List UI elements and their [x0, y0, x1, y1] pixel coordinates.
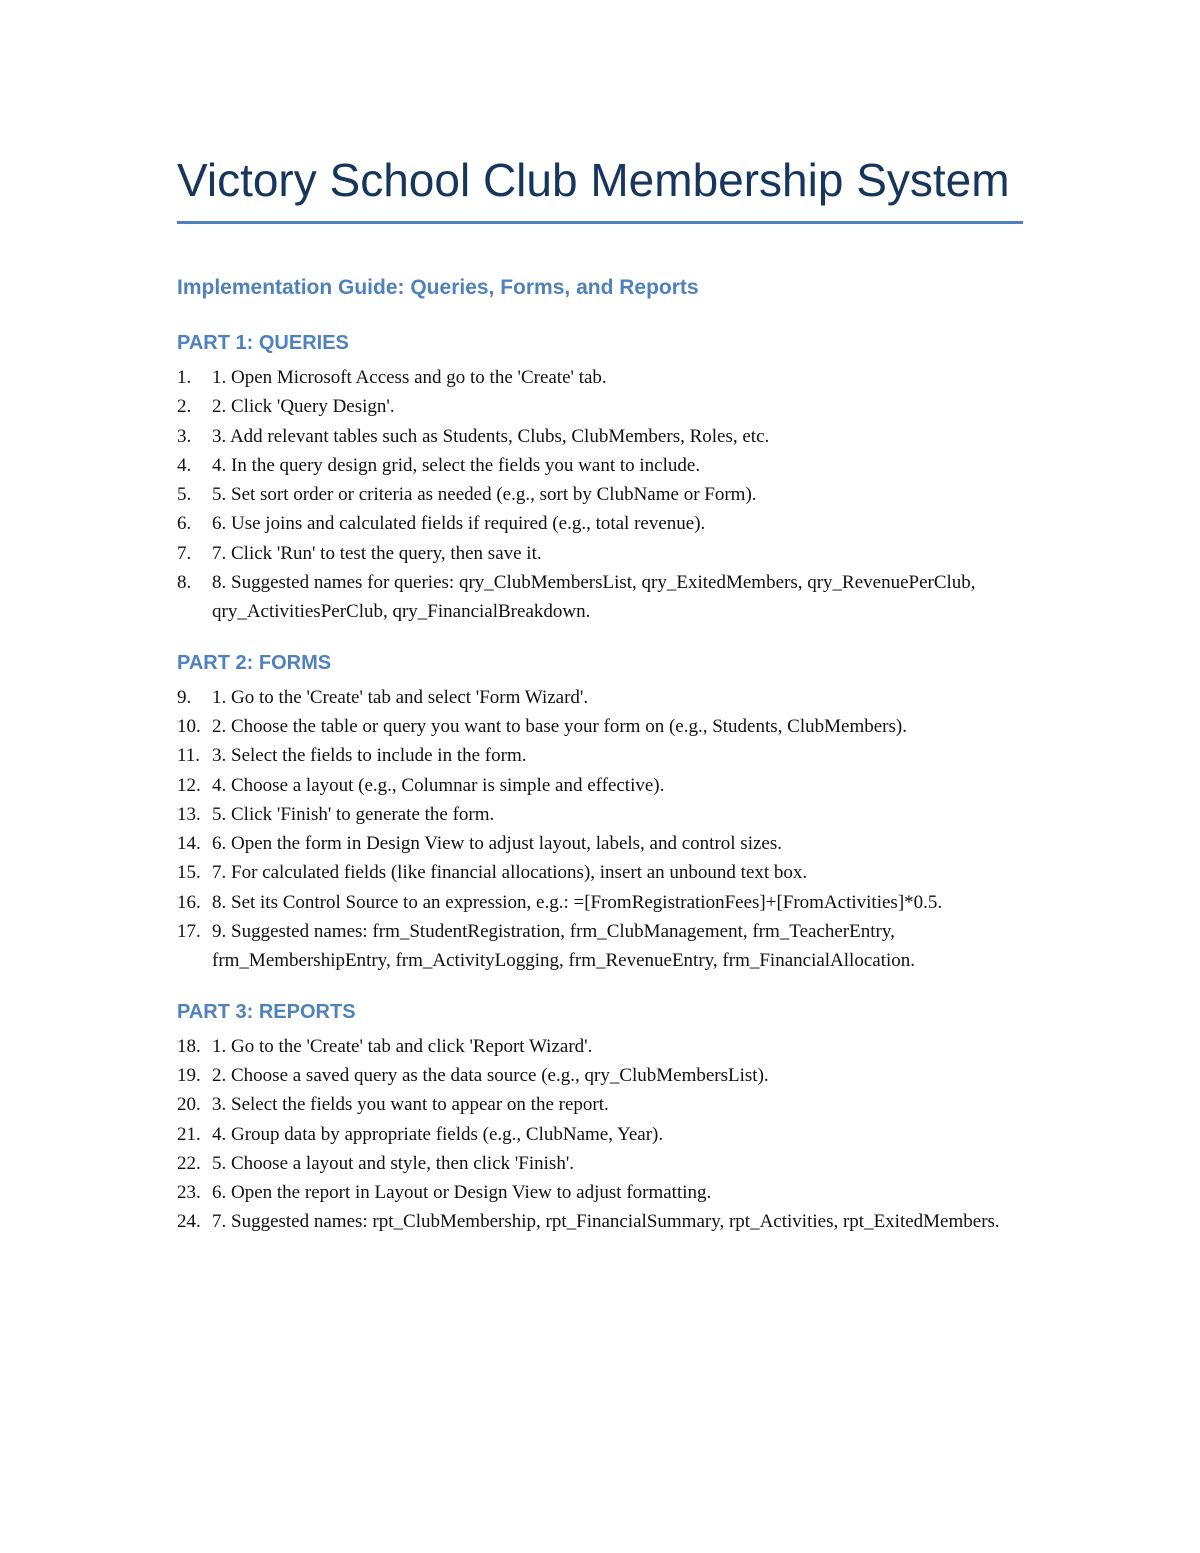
- list-text: 2. Choose the table or query you want to base your form on (e.g., Students, ClubMembers).: [212, 715, 907, 737]
- list-number: 22.: [177, 1152, 201, 1174]
- list-number: 5.: [177, 484, 192, 506]
- list-item: [177, 1090, 1027, 1119]
- list-number: 14.: [177, 833, 201, 855]
- list-item: [177, 422, 1027, 451]
- list-item: [177, 480, 1027, 509]
- list-item: [177, 1149, 1027, 1178]
- list-number: 8.: [177, 572, 192, 594]
- queries-step-list: [177, 363, 1027, 627]
- document-subtitle: Implementation Guide: Queries, Forms, and Reports: [177, 276, 699, 299]
- list-item: [177, 800, 1027, 829]
- document-title: Victory School Club Membership System: [177, 154, 1010, 206]
- document-body: [177, 150, 1027, 1237]
- list-text: 3. Add relevant tables such as Students, Clubs, ClubMembers, Roles, etc.: [212, 425, 770, 447]
- list-number: 19.: [177, 1064, 201, 1086]
- list-number: 18.: [177, 1035, 201, 1057]
- list-text: 4. In the query design grid, select the fields you want to include.: [212, 454, 701, 476]
- list-number: 16.: [177, 891, 201, 913]
- reports-step-list: [177, 1032, 1027, 1237]
- list-item: [177, 741, 1027, 770]
- section-heading-reports: PART 3: REPORTS: [177, 1000, 356, 1023]
- list-item: [177, 683, 1027, 712]
- list-item: [177, 1178, 1027, 1207]
- list-item: [177, 771, 1027, 800]
- list-number: 4.: [177, 454, 192, 476]
- list-text: 5. Choose a layout and style, then click 'Finish'.: [212, 1152, 574, 1174]
- list-text: 1. Go to the 'Create' tab and click 'Report Wizard'.: [212, 1035, 593, 1057]
- list-text: 4. Choose a layout (e.g., Columnar is simple and effective).: [212, 774, 665, 796]
- list-number: 12.: [177, 774, 201, 796]
- list-text: 4. Group data by appropriate fields (e.g., ClubName, Year).: [212, 1123, 664, 1145]
- list-number: 15.: [177, 862, 201, 884]
- list-text: 1. Open Microsoft Access and go to the 'Create' tab.: [212, 367, 607, 388]
- list-item: [177, 1120, 1027, 1149]
- list-item: [177, 451, 1027, 480]
- section-heading-forms: PART 2: FORMS: [177, 651, 332, 674]
- list-text: 9. Suggested names: frm_StudentRegistration, frm_ClubManagement, frm_TeacherEntry, frm_MembershipEntry, frm_ActivityLogging, frm_RevenueEntry, frm_FinancialAllocation.: [212, 921, 916, 972]
- list-number: 13.: [177, 803, 201, 825]
- list-text: 5. Set sort order or criteria as needed (e.g., sort by ClubName or Form).: [212, 484, 757, 506]
- list-item: [177, 509, 1027, 538]
- list-text: 2. Click 'Query Design'.: [212, 396, 395, 418]
- list-number: 2.: [177, 396, 192, 418]
- list-item: [177, 392, 1027, 421]
- list-text: 2. Choose a saved query as the data source (e.g., qry_ClubMembersList).: [212, 1064, 769, 1086]
- list-item: [177, 363, 1027, 392]
- list-text: 5. Click 'Finish' to generate the form.: [212, 803, 495, 825]
- list-number: 6.: [177, 513, 192, 535]
- list-text: 8. Set its Control Source to an expression, e.g.: =[FromRegistrationFees]+[FromActivities]*0.5.: [212, 891, 943, 913]
- list-text: 7. Suggested names: rpt_ClubMembership, rpt_FinancialSummary, rpt_Activities, rpt_ExitedMembers.: [212, 1211, 1000, 1233]
- list-number: 1.: [177, 367, 192, 388]
- list-text: 6. Use joins and calculated fields if required (e.g., total revenue).: [212, 513, 706, 535]
- list-number: 10.: [177, 715, 201, 737]
- list-number: 21.: [177, 1123, 201, 1145]
- list-number: 11.: [177, 745, 201, 767]
- list-item: [177, 917, 1027, 976]
- list-text: 3. Select the fields you want to appear on the report.: [212, 1094, 609, 1116]
- list-item: [177, 539, 1027, 568]
- list-number: 9.: [177, 686, 192, 708]
- list-number: 20.: [177, 1094, 201, 1116]
- list-text: 6. Open the report in Layout or Design View to adjust formatting.: [212, 1182, 712, 1204]
- list-number: 23.: [177, 1182, 201, 1204]
- list-text: 8. Suggested names for queries: qry_ClubMembersList, qry_ExitedMembers, qry_RevenuePerClub, qry_ActivitiesPerClub, qry_FinancialBreakdown.: [212, 572, 976, 623]
- list-text: 3. Select the fields to include in the form.: [212, 745, 527, 767]
- list-item: [177, 1032, 1027, 1061]
- list-item: [177, 829, 1027, 858]
- list-text: 1. Go to the 'Create' tab and select 'Form Wizard'.: [212, 686, 589, 708]
- list-item: [177, 1061, 1027, 1090]
- list-number: 17.: [177, 921, 201, 943]
- list-text: 6. Open the form in Design View to adjust layout, labels, and control sizes.: [212, 833, 782, 855]
- forms-step-list: [177, 683, 1027, 976]
- list-item: [177, 888, 1027, 917]
- list-number: 3.: [177, 425, 192, 447]
- list-number: 7.: [177, 542, 192, 564]
- list-text: 7. For calculated fields (like financial allocations), insert an unbound text box.: [212, 862, 808, 884]
- list-item: [177, 568, 1027, 627]
- list-item: [177, 1207, 1027, 1236]
- title-underline: [177, 221, 1023, 224]
- list-number: 24.: [177, 1211, 201, 1233]
- list-item: [177, 712, 1027, 741]
- list-text: 7. Click 'Run' to test the query, then save it.: [212, 542, 542, 564]
- list-item: [177, 858, 1027, 887]
- section-heading-queries: PART 1: QUERIES: [177, 332, 349, 354]
